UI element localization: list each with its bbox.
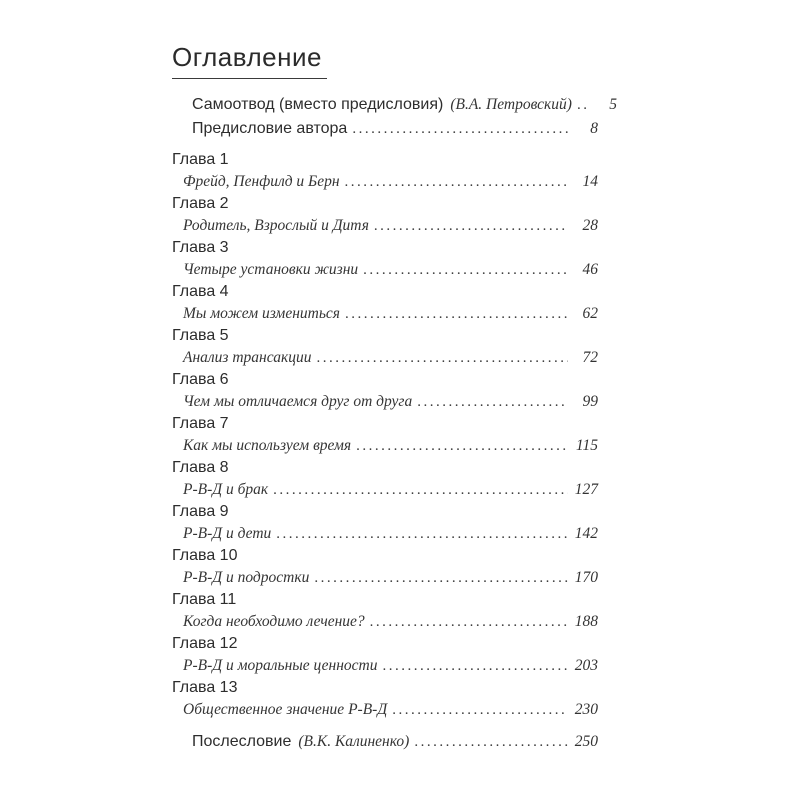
chapter-title: Р-В-Д и подростки [183, 569, 310, 586]
chapter-title: Четыре установки жизни [183, 261, 359, 278]
dot-leader [316, 347, 568, 369]
chapter-title-row [172, 391, 598, 413]
chapter-heading: Глава 13 [172, 679, 238, 696]
chapter-heading: Глава 5 [172, 327, 229, 344]
chapter-page-number: 62 [582, 305, 598, 322]
toc-chapter-11 [172, 589, 598, 633]
dot-leader [382, 655, 568, 677]
dot-leader [352, 117, 568, 141]
chapter-page-number: 28 [582, 217, 598, 234]
dot-leader [345, 171, 568, 193]
toc-chapter-7 [172, 413, 598, 457]
dot-leader [370, 611, 568, 633]
chapter-title-row [172, 479, 598, 501]
chapter-title: Когда необходимо лечение? [183, 613, 365, 630]
chapter-title: Фрейд, Пенфилд и Берн [183, 173, 340, 190]
chapter-title: Мы можем измениться [183, 305, 340, 322]
chapter-heading: Глава 3 [172, 239, 229, 256]
chapter-page-number: 14 [582, 173, 598, 190]
chapter-title-row [172, 435, 598, 457]
chapters-section [172, 149, 598, 721]
chapter-title-row [172, 611, 598, 633]
chapter-heading: Глава 10 [172, 547, 238, 564]
chapter-title: Общественное значение Р-В-Д [183, 701, 388, 718]
chapter-heading: Глава 4 [172, 283, 229, 300]
dot-leader [273, 479, 568, 501]
dot-leader [417, 391, 568, 413]
dot-leader [374, 215, 568, 237]
chapter-page-number: 115 [575, 437, 598, 454]
toc-entry-afterword [172, 730, 598, 754]
entry-author-note: (В.А. Петровский) [450, 96, 572, 113]
entry-label: Предисловие автора [192, 120, 348, 137]
toc-chapter-8 [172, 457, 598, 501]
chapter-title: Анализ трансакции [183, 349, 312, 366]
chapter-title: Чем мы отличаемся друг от друга [183, 393, 413, 410]
entry-author-note: (В.К. Калиненко) [298, 733, 410, 750]
chapter-page-number: 188 [574, 613, 598, 630]
dot-leader [363, 259, 568, 281]
entry-label: Послесловие [192, 733, 292, 750]
chapter-title-row [172, 523, 598, 545]
chapter-page-number: 72 [582, 349, 598, 366]
toc-chapter-4 [172, 281, 598, 325]
chapter-heading: Глава 8 [172, 459, 229, 476]
dot-leader [414, 730, 568, 754]
chapter-heading: Глава 1 [172, 151, 229, 168]
chapter-title-row [172, 567, 598, 589]
chapter-heading: Глава 2 [172, 195, 229, 212]
toc-chapter-6 [172, 369, 598, 413]
entry-label: Самоотвод (вместо предисловия) [192, 96, 444, 113]
entry-page-number: 250 [574, 733, 598, 750]
entry-page-number: 5 [609, 96, 617, 113]
toc-entry-foreword [172, 93, 617, 117]
chapter-heading: Глава 7 [172, 415, 229, 432]
chapter-title: Р-В-Д и дети [183, 525, 272, 542]
toc-chapter-9 [172, 501, 598, 545]
toc-chapter-13 [172, 677, 598, 721]
chapter-page-number: 230 [574, 701, 598, 718]
page-title: Оглавление [172, 42, 327, 79]
chapter-title: Р-В-Д и брак [183, 481, 269, 498]
chapter-title: Как мы используем время [183, 437, 352, 454]
chapter-heading: Глава 11 [172, 591, 237, 608]
chapter-title-row [172, 259, 598, 281]
chapter-title-row [172, 171, 598, 193]
chapter-title-row [172, 303, 598, 325]
chapter-heading: Глава 6 [172, 371, 229, 388]
toc-entry-author-preface [172, 117, 598, 141]
chapter-heading: Глава 12 [172, 635, 238, 652]
toc-chapter-1 [172, 149, 598, 193]
dot-leader [356, 435, 568, 457]
chapter-page-number: 127 [574, 481, 598, 498]
chapter-page-number: 46 [582, 261, 598, 278]
chapter-heading: Глава 9 [172, 503, 229, 520]
chapter-page-number: 142 [574, 525, 598, 542]
dot-leader [314, 567, 568, 589]
entry-page-number: 8 [590, 120, 598, 137]
dot-leader [276, 523, 568, 545]
dot-leader [392, 699, 568, 721]
chapter-title-row [172, 655, 598, 677]
chapter-title-row [172, 215, 598, 237]
chapter-page-number: 203 [574, 657, 598, 674]
chapter-title: Родитель, Взрослый и Дитя [183, 217, 369, 234]
chapter-page-number: 170 [574, 569, 598, 586]
toc-chapter-2 [172, 193, 598, 237]
toc-chapter-5 [172, 325, 598, 369]
chapter-title-row [172, 347, 598, 369]
dot-leader [577, 93, 587, 117]
toc-chapter-12 [172, 633, 598, 677]
toc-chapter-10 [172, 545, 598, 589]
front-matter-section [172, 93, 617, 141]
chapter-page-number: 99 [582, 393, 598, 410]
chapter-title-row [172, 699, 598, 721]
dot-leader [345, 303, 568, 325]
chapter-title: Р-В-Д и моральные ценности [183, 657, 378, 674]
back-matter-section [172, 730, 598, 754]
toc-chapter-3 [172, 237, 598, 281]
